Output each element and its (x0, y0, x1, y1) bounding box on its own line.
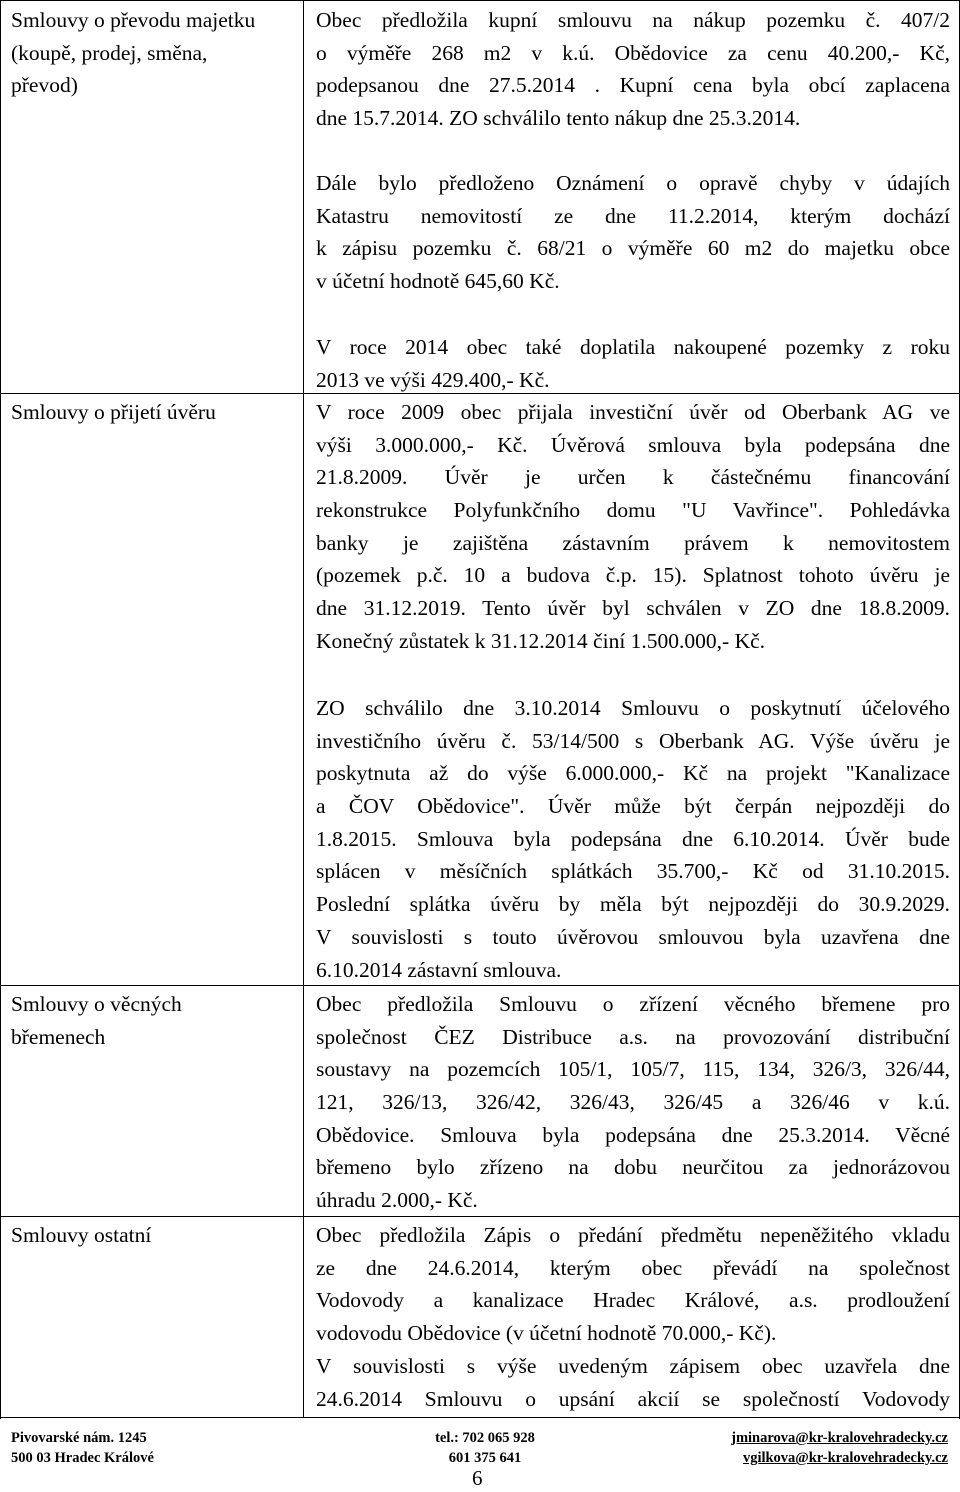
paragraph-transfer-3 (316, 331, 950, 396)
footer-email-link[interactable]: jminarova@kr-kralovehradecky.cz (731, 1430, 948, 1446)
text-line: ZO schválilo dne 3.10.2014 Smlouvu o poskytnutí účelového (316, 696, 950, 720)
label-line: převod) (11, 73, 78, 98)
text-line: ze dne 24.6.2014, kterým obec převádí na společnost (316, 1255, 950, 1280)
text-line: 1.8.2015. Smlouva byla podepsána dne 6.10.2014. Úvěr bude (316, 826, 950, 851)
paragraph-loan-1 (316, 396, 950, 658)
text-line: (pozemek p.č. 10 a budova č.p. 15). Splatnost tohoto úvěru je (316, 563, 950, 588)
text-line: 24.6.2014 Smlouvu o upsání akcií se společností Vodovody (316, 1386, 950, 1411)
footer-phone-line: 601 375 641 (448, 1450, 522, 1466)
text-line: V roce 2009 obec přijala investiční úvěr od Oberbank AG ve (316, 400, 950, 424)
footer-phone (400, 1428, 570, 1468)
label-line: (koupě, prodej, směna, (11, 40, 208, 65)
footer-phone-line: tel.: 702 065 928 (435, 1430, 535, 1446)
label-line: Smlouvy o převodu majetku (11, 8, 256, 32)
paragraph-loan-2 (316, 692, 950, 986)
row-divider (0, 393, 960, 394)
text-line: a ČOV Obědovice". Úvěr může být čerpán nejpozději do (316, 794, 950, 819)
text-line: Obědovice. Smlouva byla podepsána dne 25.3.2014. Věcné (316, 1122, 950, 1147)
text-line: Obec předložila Zápis o předání předmětu nepeněžitého vkladu (316, 1223, 950, 1247)
text-line: v účetní hodnotě 645,60 Kč. (316, 269, 560, 294)
footer-email-link[interactable]: vgilkova@kr-kralovehradecky.cz (742, 1450, 948, 1466)
text-line: banky je zajištěna zástavním právem k nemovitostem (316, 530, 950, 555)
text-line: splácen v měsíčních splátkách 35.700,- Kč od 31.10.2015. (316, 859, 950, 884)
paragraph-transfer-2 (316, 167, 950, 298)
row-divider (0, 985, 960, 986)
text-line: investičního úvěru č. 53/14/500 s Oberbank AG. Výše úvěru je (316, 728, 950, 753)
text-line: výši 3.000.000,- Kč. Úvěrová smlouva byla podepsána dne (316, 432, 950, 457)
footer-address-line: 500 03 Hradec Králové (11, 1450, 154, 1466)
label-line: Smlouvy o přijetí úvěru (11, 400, 216, 424)
text-line: soustavy na pozemcích 105/1, 105/7, 115, 134, 326/3, 326/44, (316, 1057, 950, 1082)
row-label-transfer (11, 4, 293, 102)
text-line: dne 31.12.2019. Tento úvěr byl schválen v ZO dne 18.8.2009. (316, 596, 950, 621)
text-line: k zápisu pozemku č. 68/21 o výměře 60 m2 do majetku obce (316, 236, 950, 261)
text-line: V roce 2014 obec také doplatila nakoupené pozemky z roku (316, 335, 950, 359)
text-line: Konečný zůstatek k 31.12.2014 činí 1.500.000,- Kč. (316, 628, 766, 653)
text-line: Katastru nemovitostí ze dne 11.2.2014, kterým dochází (316, 203, 950, 228)
text-line: 2013 ve výši 429.400,- Kč. (316, 367, 550, 392)
text-line: 121, 326/13, 326/42, 326/43, 326/45 a 326/46 v k.ú. (316, 1090, 950, 1115)
label-line: Smlouvy o věcných (11, 992, 182, 1016)
paragraph-transfer-1 (316, 4, 950, 135)
footer-address (11, 1428, 271, 1468)
text-line: podepsanou dne 27.5.2014 . Kupní cena byla obcí zaplacena (316, 73, 950, 98)
row-divider (0, 1216, 960, 1217)
footer-email (640, 1428, 948, 1468)
text-line: dne 15.7.2014. ZO schválilo tento nákup dne 25.3.2014. (316, 106, 801, 131)
text-line: břemeno bylo zřízeno na dobu neurčitou za jednorázovou (316, 1155, 950, 1180)
text-line: úhradu 2.000,- Kč. (316, 1188, 478, 1213)
text-line: V souvislosti s touto úvěrovou smlouvou byla uzavřena dne (316, 924, 950, 949)
text-line: společnost ČEZ Distribuce a.s. na provozování distribuční (316, 1024, 950, 1049)
text-line: Vodovody a kanalizace Hradec Králové, a.s. prodloužení (316, 1288, 950, 1313)
row-label-other (11, 1219, 293, 1252)
text-line: 21.8.2009. Úvěr je určen k částečnému financování (316, 465, 950, 490)
footer-address-line: Pivovarské nám. 1245 (11, 1430, 147, 1446)
text-line: Obec předložila Smlouvu o zřízení věcného břemene pro (316, 992, 950, 1016)
page-number: 6 (472, 1466, 483, 1490)
text-line: Obec předložila kupní smlouvu na nákup pozemku č. 407/2 (316, 8, 950, 32)
paragraph-other-2 (316, 1350, 950, 1415)
text-line: rekonstrukce Polyfunkčního domu "U Vavřince". Pohledávka (316, 498, 950, 523)
label-line: břemenech (11, 1024, 106, 1049)
label-line: Smlouvy ostatní (11, 1223, 152, 1247)
text-line: vodovodu Obědovice (v účetní hodnotě 70.000,- Kč). (316, 1321, 777, 1346)
text-line: 6.10.2014 zástavní smlouva. (316, 957, 562, 982)
column-divider (303, 0, 304, 1418)
paragraph-easement-1 (316, 988, 950, 1217)
text-line: Poslední splátka úvěru by měla být nejpozději do 30.9.2029. (316, 892, 950, 917)
paragraph-other-1 (316, 1219, 950, 1350)
row-label-easements (11, 988, 293, 1053)
table-bottom-border (0, 1417, 960, 1418)
text-line: Dále bylo předloženo Oznámení o opravě chyby v údajích (316, 171, 950, 195)
row-label-loans (11, 396, 293, 429)
text-line: V souvislosti s výše uvedeným zápisem obec uzavřela dne (316, 1354, 950, 1378)
text-line: poskytnuta až do výše 6.000.000,- Kč na projekt "Kanalizace (316, 761, 950, 786)
text-line: o výměře 268 m2 v k.ú. Obědovice za cenu 40.200,- Kč, (316, 40, 950, 65)
